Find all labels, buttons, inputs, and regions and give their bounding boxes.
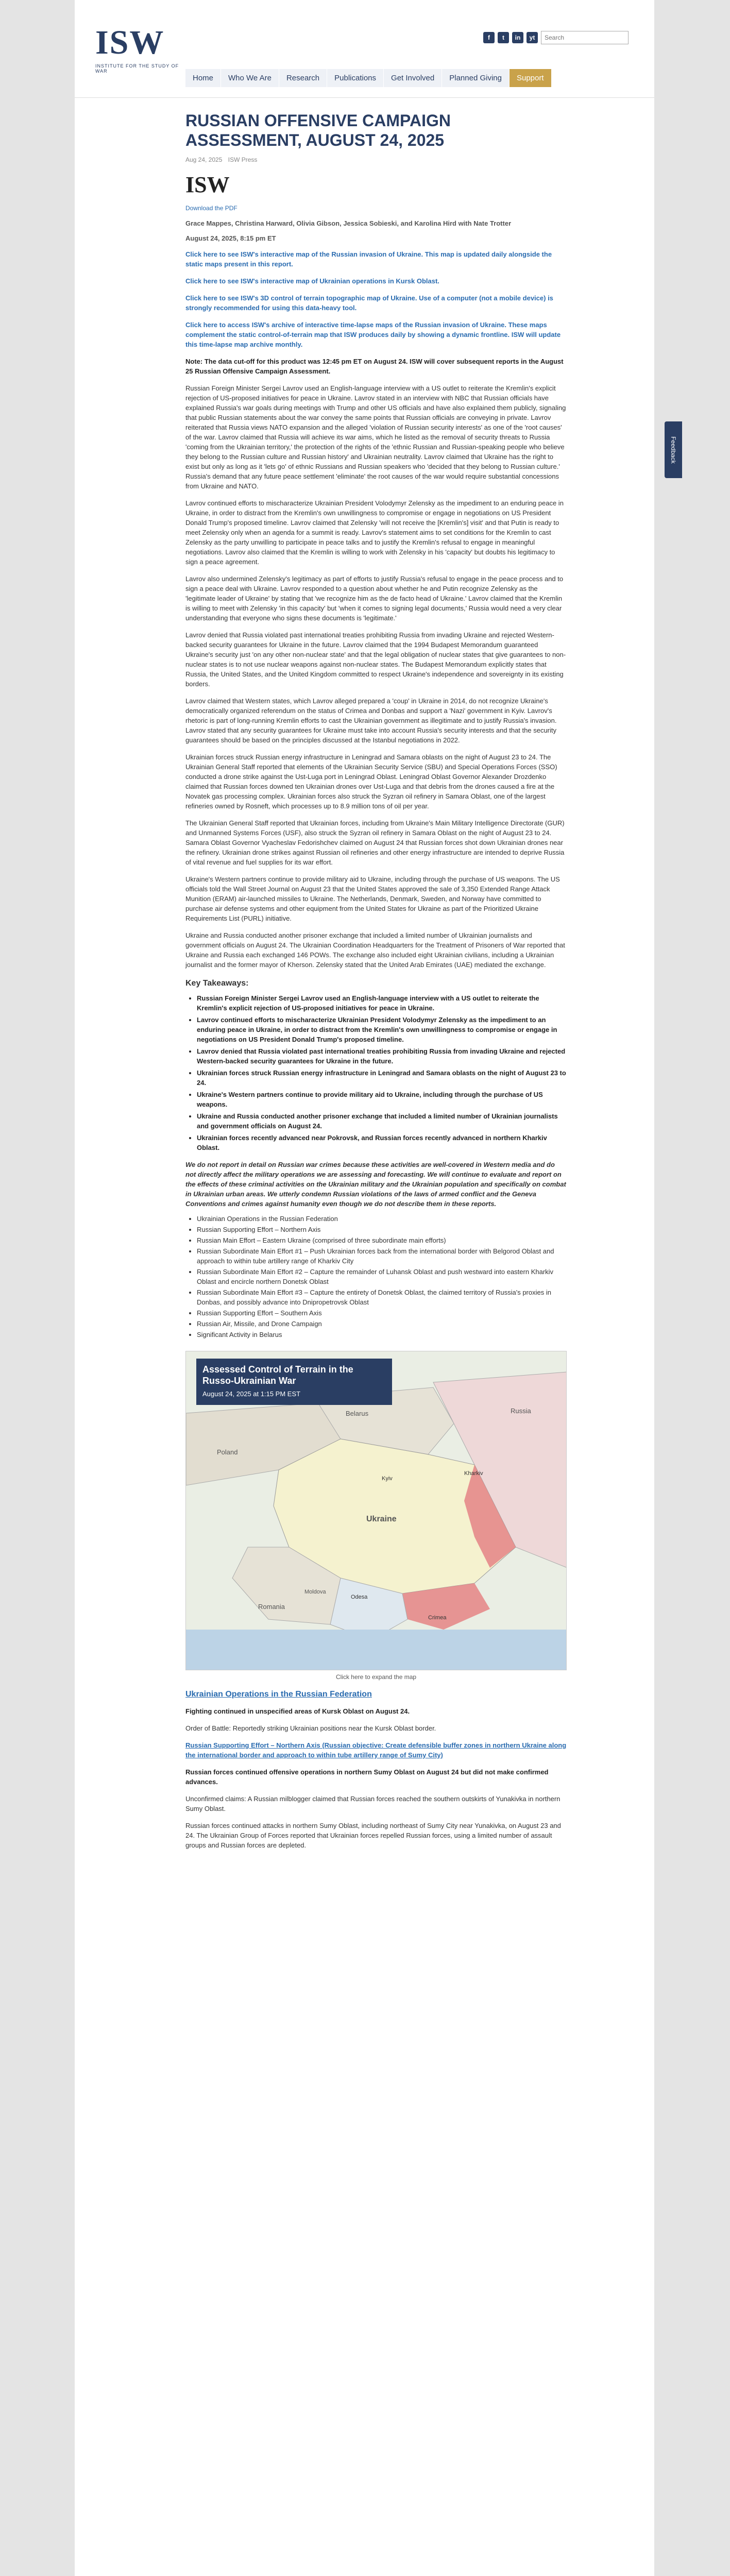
body-paragraph: Ukraine's Western partners continue to provide military aid to Ukraine, including through the purchase of US weapons. The US officials told the Wall Street Journal on August 23 that the United States approved the sale of 3,350 Extended Range Attack Munition (ERAM) air-launched missiles to Ukraine. The Netherlands, Denmark, Sweden, and Norway have committed to purchase air defense systems and other equipment from the United States for Ukraine as part of the Prioritized Ukraine Requirements List (PURL) initiative. <box>185 875 560 922</box>
list-item[interactable]: • Ukrainian Operations in the Russian Federation <box>197 1214 567 1224</box>
map-subtitle: August 24, 2025 at 1:15 PM EST <box>202 1390 301 1398</box>
ops-paragraph: Fighting continued in unspecified areas of Kursk Oblast on August 24. <box>185 1707 410 1715</box>
list-item[interactable]: • Russian Subordinate Main Effort #3 – Capture the entirety of Donetsk Oblast, the claimed territory of Russia's proxies in Donbas, and possibly advance into Dnipropetrovsk Oblast <box>197 1287 567 1307</box>
list-item: • Ukrainian forces recently advanced near Pokrovsk, and Russian forces recently advanced in northern Kharkiv Oblast. <box>197 1133 567 1153</box>
ops-paragraph: Russian Supporting Effort – Northern Axis (Russian objective: Create defensible buffer zones in northern Ukraine along the international border and approach to within tube artillery range of Sumy City) <box>185 1741 567 1759</box>
map-label: Belarus <box>346 1410 369 1417</box>
search-input[interactable] <box>541 31 629 44</box>
list-item: • Lavrov continued efforts to mischaracterize Ukrainian President Volodymyr Zelensky as the impediment to an enduring peace in Ukraine, in order to distract from the Kremlin's own unwillingness to compromise or engage in negotiations on US President Donald Trump's proposed timeline. <box>197 1015 567 1044</box>
map-label: Ukraine <box>366 1515 397 1523</box>
list-item[interactable]: • Russian Subordinate Main Effort #2 – Capture the remainder of Luhansk Oblast and push westward into eastern Kharkiv Oblast and encircle northern Donetsk Oblast <box>197 1267 567 1286</box>
body-paragraph: Lavrov denied that Russia violated past international treaties prohibiting Russia from invading Ukraine and rejected Western-backed security guarantees for Ukraine in the future. Lavrov claimed that the 1994 Budapest Memorandum guaranteed Ukraine's security just 'on any other non-nuclear state' and that the legal obligation of nuclear states that give guarantees to non-nuclear states is to not use nuclear weapons against non-nuclear states. The Budapest Memorandum explicitly states that Russia, the United States, and the United Kingdom committed to respect Ukraine's independence and sovereignty in its existing borders. <box>185 631 566 688</box>
article-meta <box>185 156 567 163</box>
list-item[interactable]: • Russian Main Effort – Eastern Ukraine (comprised of three subordinate main efforts) <box>197 1235 567 1245</box>
key-takeaways-heading: Key Takeaways: <box>185 979 249 988</box>
list-item[interactable]: • Russian Supporting Effort – Southern Axis <box>197 1308 567 1318</box>
ops-paragraph: Unconfirmed claims: A Russian milblogger claimed that Russian forces reached the southern outskirts of Yunakivka in northern Sumy Oblast. <box>185 1795 561 1812</box>
map-label: Moldova <box>304 1589 326 1595</box>
intro-interactive-map[interactable]: Click here to see ISW's interactive map of the Russian invasion of Ukraine. This map is updated daily alongside the static maps present in this report. <box>185 250 552 268</box>
list-item: • Ukraine and Russia conducted another prisoner exchange that included a limited number of Ukrainian journalists and government officials on August 24. <box>197 1111 567 1131</box>
nav-who-we-are[interactable]: Who We Are <box>221 69 279 87</box>
isw-logo[interactable] <box>95 23 183 80</box>
nav-planned-giving[interactable]: Planned Giving <box>442 69 510 87</box>
war-crimes-disclaimer: We do not report in detail on Russian war crimes because these activities are well-covered in Western media and do not directly affect the military operations we are assessing and forecasting. We will continue to evaluate and report on the effects of these criminal activities on the Ukrainian military and the Ukrainian population and specifically on combat in Ukrainian urban areas. We utterly condemn Russian violations of the laws of armed conflict and the Geneva Conventions and crimes against humanity even though we do not describe them in these reports. <box>185 1161 566 1208</box>
list-item[interactable]: • Russian Subordinate Main Effort #1 – Push Ukrainian forces back from the international border with Belgorod Oblast and approach to within tube artillery range of Kharkiv City <box>197 1246 567 1266</box>
intro-data-cutoff-note: Note: The data cut-off for this product was 12:45 pm ET on August 24. ISW will cover subsequent reports in the August 25 Russian Offensive Campaign Assessment. <box>185 358 564 375</box>
list-item: • Lavrov denied that Russia violated past international treaties prohibiting Russia from invading Ukraine and rejected Western-backed security guarantees for Ukraine in the future. <box>197 1046 567 1066</box>
facebook-icon[interactable]: f <box>483 32 495 43</box>
sections-list <box>185 1214 567 1340</box>
nav-get-involved[interactable]: Get Involved <box>384 69 442 87</box>
control-of-terrain-map[interactable] <box>185 1351 567 1670</box>
body-paragraph: The Ukrainian General Staff reported that Ukrainian forces, including from Ukraine's Main Military Intelligence Directorate (GUR) and Unmanned Systems Forces (USF), also struck the Syzran oil refinery in Samara Oblast on the night of August 23 to 24. Samara Oblast Governor Vyacheslav Fedorishchev claimed on August 24 that Russian forces shot down Ukrainian drones near the refinery. Ukrainian drone strikes against Russian oil refineries and other energy infrastructure are intended to deprive Russia of vital revenue and fuel supplies for its war effort. <box>185 819 565 866</box>
twitter-icon[interactable]: t <box>498 32 509 43</box>
nav-publications[interactable]: Publications <box>327 69 384 87</box>
intro-3d-map[interactable]: Click here to see ISW's 3D control of terrain topographic map of Ukraine. Use of a computer (not a mobile device) is strongly recommended for using this data-heavy tool. <box>185 294 553 312</box>
youtube-icon[interactable]: yt <box>527 32 538 43</box>
map-label: Crimea <box>428 1615 447 1621</box>
map-title-text: Assessed Control of Terrain in the Russo-Ukrainian War <box>202 1364 353 1386</box>
intro-timelapse-archive[interactable]: Click here to access ISW's archive of interactive time-lapse maps of the Russian invasion of Ukraine. These maps complement the static control-of-terrain map that ISW produces daily by showing a dynamic frontline. ISW will update this time-lapse map archive monthly. <box>185 321 561 348</box>
body-paragraph: Lavrov also undermined Zelensky's legitimacy as part of efforts to justify Russia's refusal to engage in the peace process and to sign a peace deal with Ukraine. Lavrov responded to a question about whether he and Putin recognize Zelensky as the 'legitimate leader of Ukraine' by stating that 'we recognize him as the de facto head of Ukraine.' Lavrov claimed that the Kremlin is willing to meet with Zelensky 'in this capacity' but 'when it comes to signing legal documents,' Russia would need a very clear understanding that everyone who signs these documents is 'legitimate.' <box>185 575 564 622</box>
ops-heading: Ukrainian Operations in the Russian Federation <box>185 1690 372 1699</box>
body-paragraph: Russian Foreign Minister Sergei Lavrov used an English-language interview with a US outlet to reiterate the Kremlin's explicit rejection of US-proposed initiatives for peace in Ukraine. Lavrov stated in an interview with NBC that Russian officials have explained Russia's war goals during meetings with Trump and other US officials and have also explained them publicly, signaling that public Russian statements about the war convey the same points that Russian officials are conveying in private. Lavrov reiterated that Russia views NATO expansion and the alleged 'violation of Russian security interests' as one of the 'root causes' of the war. Lavrov claimed that Russia will achieve its war aims, which he listed as the removal of security threats to Russia 'coming from the Ukrainian territory,' the protection of the rights of the 'ethnic Russian and Russian-speaking people who believe they belong to the Russian culture and Russian history' and Ukrainian neutrality. Lavrov claimed that Ukraine has the right to exist but only as long as it 'lets go' of ethnic Russians and Russian speakers who 'decided that they belong to Russian culture.' Russia's demand that any future peace settlement 'eliminate' the root causes of the war would require substantial concessions from Ukraine and NATO. <box>185 384 566 490</box>
list-item[interactable]: • Russian Supporting Effort – Northern Axis <box>197 1225 567 1234</box>
body-paragraph: Lavrov claimed that Western states, which Lavrov alleged prepared a 'coup' in Ukraine in 2014, do not recognize Ukraine's democratically organized referendum on the status of Crimea and Donbas and support a 'Nazi' government in Kyiv. Lavrov's rhetoric is part of long-running Kremlin efforts to cast the Ukrainian government as illegitimate and to justify Russia's invasion. Lavrov stated that any security guarantees for Ukraine must take into account Russia's security interests and that the security guarantees should be based on the principles discussed at the Istanbul negotiations in 2022. <box>185 697 557 744</box>
article-title: RUSSIAN OFFENSIVE CAMPAIGN ASSESSMENT, AUGUST 24, 2025 <box>185 111 451 149</box>
site-header <box>75 0 654 98</box>
isw-small-logo: ISW <box>185 172 230 197</box>
feedback-tab[interactable]: Feedback <box>665 421 682 478</box>
social-links <box>483 31 629 44</box>
download-pdf-link[interactable]: Download the PDF <box>185 205 237 212</box>
body-paragraph: Ukrainian forces struck Russian energy infrastructure in Leningrad and Samara oblasts on the night of August 23 to 24. The Ukrainian General Staff reported that elements of the Ukrainian Security Service (SBU) and Special Operations Forces (SSO) conducted a drone strike against the Ust-Luga port in Leningrad Oblast. Leningrad Oblast Governor Alexander Drozdenko claimed that Russian forces downed ten Ukrainian drones over Ust-Luga and that debris from the drones caused a fire at the Novatek gas processing complex. Ukrainian forces also struck the Syzran oil refinery in Samara Oblast, one of the largest refineries owned by Rosneft, which processes up to 8.9 million tons of oil per year. <box>185 753 557 810</box>
map-label: Romania <box>258 1603 285 1611</box>
map-label: Odesa <box>351 1594 368 1600</box>
linkedin-icon[interactable]: in <box>512 32 523 43</box>
list-item[interactable]: • Significant Activity in Belarus <box>197 1330 567 1340</box>
list-item: • Ukraine's Western partners continue to provide military aid to Ukraine, including through the purchase of US weapons. <box>197 1090 567 1109</box>
article-press[interactable]: ISW Press <box>228 156 258 163</box>
nav-support[interactable]: Support <box>510 69 552 87</box>
map-label: Russia <box>511 1407 531 1415</box>
article-authors: Grace Mappes, Christina Harward, Olivia Gibson, Jessica Sobieski, and Karolina Hird with Nate Trotter <box>185 219 512 227</box>
list-item[interactable]: • Russian Air, Missile, and Drone Campaign <box>197 1319 567 1329</box>
nav-research[interactable]: Research <box>279 69 327 87</box>
map-label: Kyiv <box>382 1476 393 1482</box>
map-caption[interactable]: Click here to expand the map <box>335 1673 417 1681</box>
body-paragraph: Ukraine and Russia conducted another prisoner exchange that included a limited number of Ukrainian journalists and government officials on August 24. The Ukrainian Coordination Headquarters for the Treatment of Prisoners of War reported that Ukraine and Russia each exchanged 146 POWs. The exchange also included eight Ukrainian civilians, including a Ukrainian journalist and the former mayor of Kherson. Zelensky stated that the United Arab Emirates (UAE) mediated the exchange. <box>185 931 565 969</box>
intro-kursk-map[interactable]: Click here to see ISW's interactive map of Ukrainian operations in Kursk Oblast. <box>185 277 439 285</box>
article-date: Aug 24, 2025 <box>185 156 223 163</box>
page <box>75 0 654 2576</box>
body-paragraph: Lavrov continued efforts to mischaracterize Ukrainian President Volodymyr Zelensky as the impediment to an enduring peace in Ukraine, in order to distract from the Kremlin's own unwillingness to compromise or engage in negotiations on US President Donald Trump's proposed timeline. Lavrov claimed that Zelensky 'will not receive the [Kremlin's] visit' and that Putin is ready to meet Zelensky only when an agenda for a summit is ready. Lavrov's statement aims to set conditions for the Kremlin to cast Zelensky as the party unwilling to participate in peace talks and to justify the Kremlin's refusal to engage in meaningful negotiations. Lavrov also claimed that the Kremlin is willing to work with Zelensky in his 'capacity' but doubts his legitimacy to sign a peace agreement. <box>185 499 564 566</box>
main-nav <box>185 69 552 87</box>
ops-paragraph: Order of Battle: Reportedly striking Ukrainian positions near the Kursk Oblast border. <box>185 1724 436 1732</box>
map-label: Poland <box>217 1448 238 1456</box>
ops-paragraph: Russian forces continued offensive operations in northern Sumy Oblast on August 24 but did not make confirmed advances. <box>185 1768 549 1786</box>
nav-home[interactable]: Home <box>185 69 221 87</box>
map-label: Kharkiv <box>464 1470 483 1477</box>
list-item: • Ukrainian forces struck Russian energy infrastructure in Leningrad and Samara oblasts on the night of August 23 to 24. <box>197 1068 567 1088</box>
article-dateline: August 24, 2025, 8:15 pm ET <box>185 234 276 242</box>
article <box>185 111 567 1850</box>
key-takeaways-list <box>185 993 567 1153</box>
ops-paragraph: Russian forces continued attacks in northern Sumy Oblast, including northeast of Sumy City near Yunakivka, on August 23 and 24. The Ukrainian Group of Forces reported that Ukrainian forces repelled Russian forces, using a limited number of assault groups and Russian forces are depleted. <box>185 1822 561 1849</box>
map-title <box>196 1359 392 1405</box>
logo-subtitle: INSTITUTE FOR THE STUDY OF WAR <box>95 63 179 74</box>
list-item: • Russian Foreign Minister Sergei Lavrov used an English-language interview with a US outlet to reiterate the Kremlin's explicit rejection of US-proposed initiatives for peace in Ukraine. <box>197 993 567 1013</box>
logo-text: ISW <box>95 24 165 61</box>
